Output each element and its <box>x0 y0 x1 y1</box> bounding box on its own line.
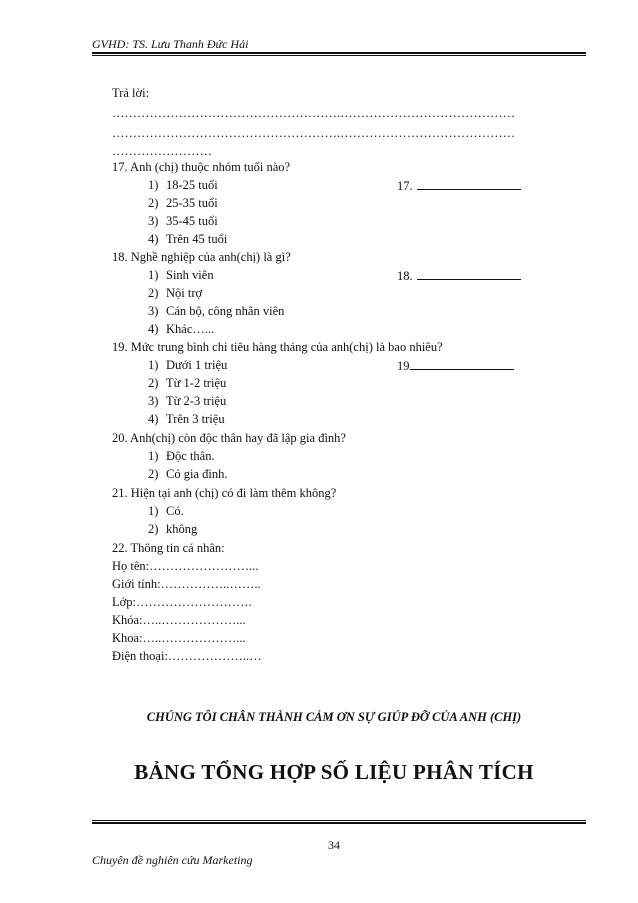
answer-dots-line-3: …………………… <box>112 144 212 158</box>
option-number: 3) <box>148 394 159 408</box>
q18-option-4 <box>148 322 214 337</box>
answer-number: 18. <box>397 269 413 283</box>
option-number: 4) <box>148 232 159 246</box>
answer-blank[interactable] <box>417 178 521 190</box>
q18-answer <box>397 268 521 284</box>
q21-option-2 <box>148 522 197 537</box>
option-label: Có. <box>166 504 184 518</box>
q19-option-2 <box>148 376 226 391</box>
q17-option-4 <box>148 232 227 247</box>
q17-option-1 <box>148 178 218 193</box>
option-label: Cán bộ, công nhân viên <box>166 304 285 318</box>
option-label: Nội trợ <box>166 286 203 300</box>
header-rule <box>92 52 586 56</box>
option-number: 1) <box>148 358 159 372</box>
option-number: 2) <box>148 522 159 536</box>
option-label: Từ 2-3 triệu <box>166 394 227 408</box>
answer-blank[interactable] <box>417 268 521 280</box>
q19-option-3 <box>148 394 226 409</box>
q21-option-1 <box>148 504 184 519</box>
question-19: 19. Mức trung bình chi tiêu hàng tháng của anh(chị) là bao nhiêu? <box>112 340 443 354</box>
option-number: 4) <box>148 322 159 336</box>
option-label: Độc thân. <box>166 449 215 463</box>
question-17: 17. Anh (chị) thuộc nhóm tuổi nào? <box>112 160 291 174</box>
option-number: 3) <box>148 214 159 228</box>
question-22: 22. Thông tin cá nhân: <box>112 541 225 555</box>
answer-dots-line-2: ……………………………………………….…………………………………… <box>112 126 516 140</box>
field-phone[interactable]: Điện thoại:………………..… <box>112 649 262 663</box>
option-number: 1) <box>148 449 159 463</box>
page-number: 34 <box>328 838 340 852</box>
answer-number: 19 <box>397 359 410 373</box>
option-number: 2) <box>148 467 159 481</box>
option-number: 2) <box>148 376 159 390</box>
option-label: 35-45 tuổi <box>166 214 218 228</box>
q18-option-3 <box>148 304 284 319</box>
question-21: 21. Hiện tại anh (chị) có đi làm thêm không? <box>112 486 337 500</box>
answer-label: Trả lời: <box>112 86 150 100</box>
q19-option-1 <box>148 358 227 373</box>
q20-option-2 <box>148 467 227 482</box>
q19-answer <box>397 358 514 374</box>
option-label: Trên 45 tuổi <box>166 232 228 246</box>
option-number: 2) <box>148 196 159 210</box>
answer-blank[interactable] <box>410 358 514 370</box>
q17-option-2 <box>148 196 218 211</box>
answer-number: 17. <box>397 179 413 193</box>
q17-answer <box>397 178 521 194</box>
field-name[interactable]: Họ tên:……………………... <box>112 559 259 573</box>
option-number: 1) <box>148 268 159 282</box>
option-number: 1) <box>148 504 159 518</box>
option-number: 4) <box>148 412 159 426</box>
q20-option-1 <box>148 449 215 464</box>
q18-option-2 <box>148 286 202 301</box>
question-18: 18. Nghề nghiệp của anh(chị) là gì? <box>112 250 291 264</box>
option-label: Khác…... <box>166 322 215 336</box>
header-advisor: GVHD: TS. Lưu Thanh Đức Hải <box>92 37 249 51</box>
option-label: Có gia đình. <box>166 467 228 481</box>
field-class[interactable]: Lớp:………………………. <box>112 595 252 609</box>
option-number: 2) <box>148 286 159 300</box>
field-gender[interactable]: Giới tính:……………..…….. <box>112 577 261 591</box>
option-label: 18-25 tuổi <box>166 178 218 192</box>
q18-option-1 <box>148 268 214 283</box>
option-label: không <box>166 522 198 536</box>
field-faculty[interactable]: Khoa:…..………………... <box>112 631 246 645</box>
q19-option-4 <box>148 412 225 427</box>
option-label: 25-35 tuổi <box>166 196 218 210</box>
field-course[interactable]: Khóa:…..………………... <box>112 613 246 627</box>
answer-dots-line-1: ……………………………………………….…………………………………… <box>112 106 516 120</box>
option-label: Từ 1-2 triệu <box>166 376 227 390</box>
option-number: 1) <box>148 178 159 192</box>
thank-you-note: CHÚNG TÔI CHÂN THÀNH CẢM ƠN SỰ GIÚP ĐỠ CỦA ANH (CHỊ) <box>146 710 522 724</box>
question-20: 20. Anh(chị) còn độc thân hay đã lập gia đình? <box>112 431 346 445</box>
footer-rule <box>92 820 586 824</box>
q17-option-3 <box>148 214 218 229</box>
option-label: Sinh viên <box>166 268 214 282</box>
option-label: Trên 3 triệu <box>166 412 225 426</box>
footer-course: Chuyên đề nghiên cứu Marketing <box>92 853 253 867</box>
option-label: Dưới 1 triệu <box>166 358 228 372</box>
section-title: BẢNG TỔNG HỢP SỐ LIỆU PHÂN TÍCH <box>134 760 534 784</box>
option-number: 3) <box>148 304 159 318</box>
